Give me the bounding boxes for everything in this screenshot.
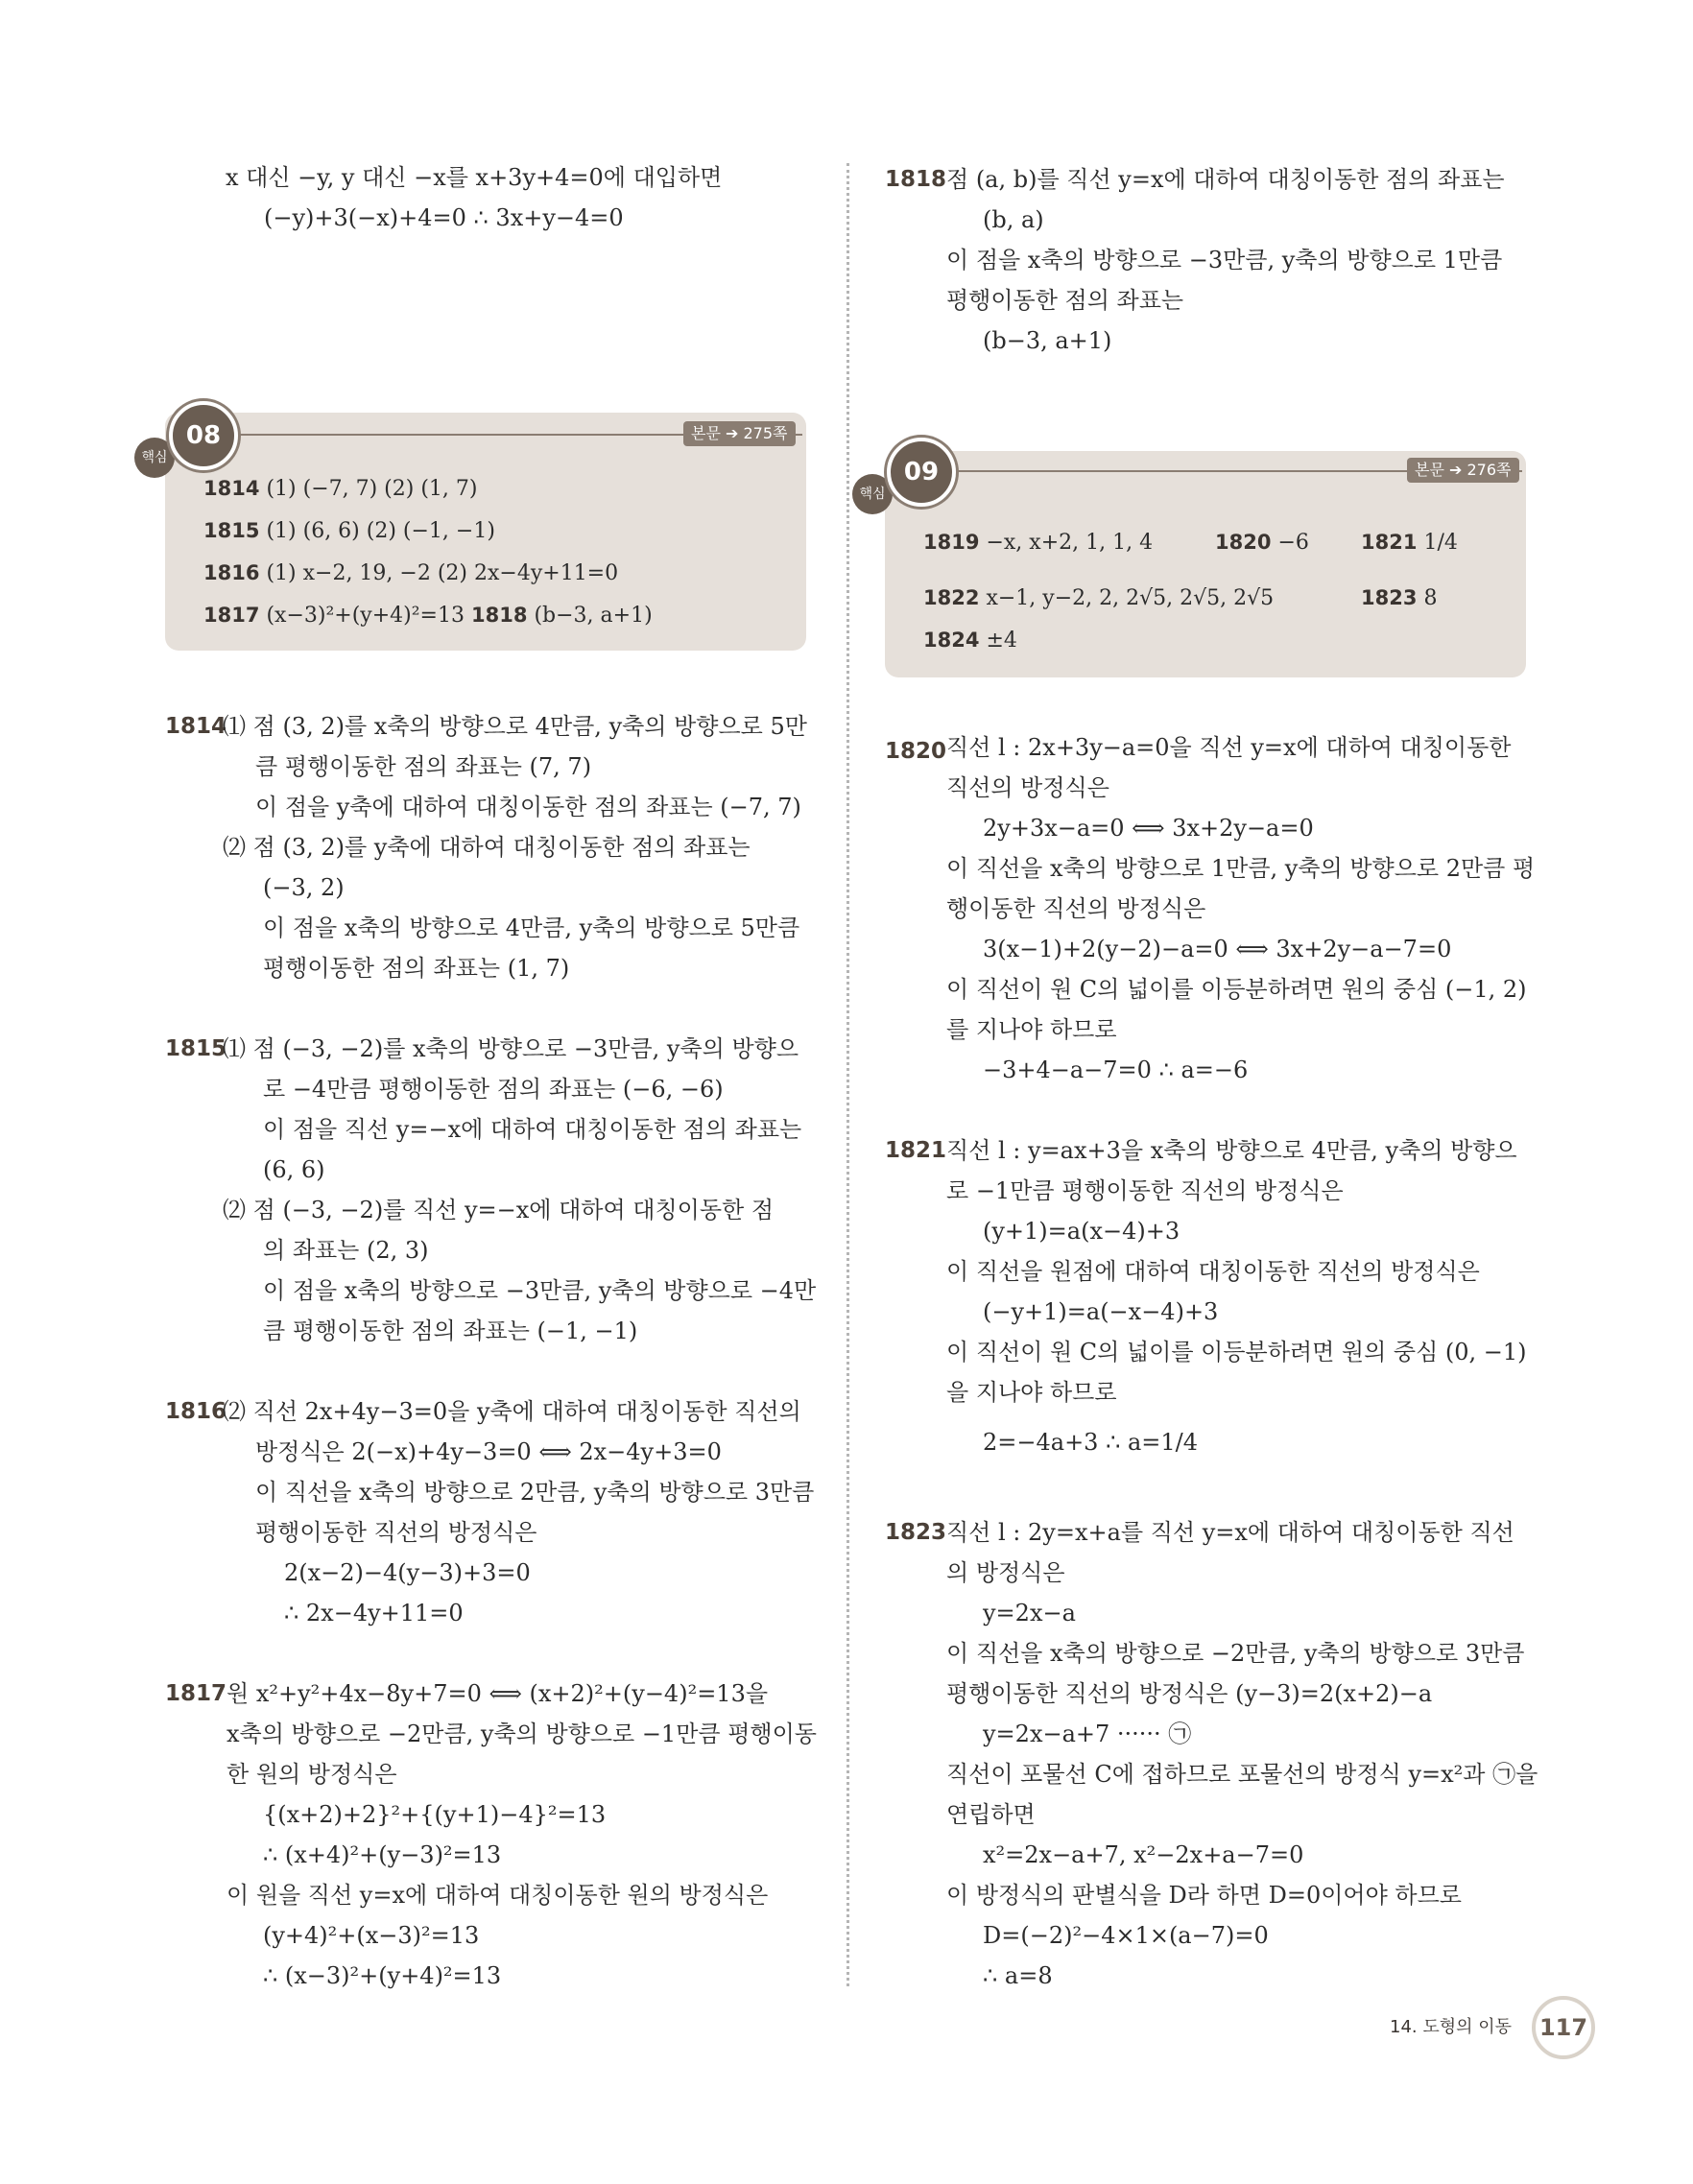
page-reference-tag: 본문 ➔ 276쪽	[1407, 458, 1519, 483]
solution-line: 를 지나야 하므로	[946, 1016, 1117, 1043]
answer-row: 1816 (1) x−2, 19, −2 (2) 2x−4y+11=0	[203, 561, 619, 585]
answer-row: 1821 1/4	[1361, 531, 1458, 555]
answer-row: 1817 (x−3)²+(y+4)²=13 1818 (b−3, a+1)	[203, 604, 653, 628]
solution-line: 이 점을 x축의 방향으로 −3만큼, y축의 방향으로 −4만	[263, 1277, 817, 1304]
solution-line: x축의 방향으로 −2만큼, y축의 방향으로 −1만큼 평행이동	[227, 1721, 817, 1747]
solution-line: ⑵ 직선 2x+4y−3=0을 y축에 대하여 대칭이동한 직선의	[223, 1398, 801, 1425]
section-number-badge: 08	[169, 401, 238, 470]
problem-number: 1820	[885, 739, 947, 764]
section-number-badge: 09	[887, 438, 956, 507]
solution-line: ∴ (x+4)²+(y−3)²=13	[263, 1841, 502, 1868]
solution-line: 직선의 방정식은	[946, 774, 1109, 801]
solution-line: 이 점을 x축의 방향으로 −3만큼, y축의 방향으로 1만큼	[946, 247, 1503, 273]
answer-row: 1815 (1) (6, 6) (2) (−1, −1)	[203, 519, 495, 543]
solution-line: 연립하면	[946, 1801, 1036, 1828]
solution-line: (b, a)	[983, 206, 1044, 233]
solution-line: 직선 l : 2y=x+a를 직선 y=x에 대하여 대칭이동한 직선	[946, 1519, 1514, 1546]
solution-line: 이 점을 y축에 대하여 대칭이동한 점의 좌표는 (−7, 7)	[255, 794, 801, 820]
solution-line: (y+4)²+(x−3)²=13	[263, 1922, 480, 1949]
problem-number: 1815	[165, 1036, 227, 1061]
solution-line: x²=2x−a+7, x²−2x+a−7=0	[983, 1841, 1304, 1868]
chapter-title: 14. 도형의 이동	[1390, 2017, 1513, 2037]
answer-row: 1814 (1) (−7, 7) (2) (1, 7)	[203, 477, 478, 501]
intro-line: (−y)+3(−x)+4=0 ∴ 3x+y−4=0	[264, 204, 624, 231]
solution-line: 이 직선이 원 C의 넓이를 이등분하려면 원의 중심 (0, −1)	[946, 1339, 1527, 1365]
solution-line: 3(x−1)+2(y−2)−a=0 ⟺ 3x+2y−a−7=0	[983, 936, 1452, 962]
solution-line: 의 좌표는 (2, 3)	[263, 1237, 429, 1264]
solution-line: (−y+1)=a(−x−4)+3	[983, 1298, 1219, 1325]
solution-line: ∴ a=8	[983, 1962, 1053, 1989]
solution-line: 2y+3x−a=0 ⟺ 3x+2y−a=0	[983, 815, 1314, 842]
solution-line: 평행이동한 직선의 방정식은	[255, 1519, 537, 1546]
solution-line: 이 직선을 x축의 방향으로 −2만큼, y축의 방향으로 3만큼	[946, 1640, 1525, 1667]
solution-line: 로 −4만큼 평행이동한 점의 좌표는 (−6, −6)	[263, 1076, 724, 1103]
solution-line: 원 x²+y²+4x−8y+7=0 ⟺ (x+2)²+(y−4)²=13을	[227, 1680, 769, 1707]
problem-number: 1814	[165, 714, 227, 739]
solution-line: 방정식은 2(−x)+4y−3=0 ⟺ 2x−4y+3=0	[255, 1438, 722, 1465]
solution-line: 의 방정식은	[946, 1559, 1065, 1586]
solution-line: 이 점을 x축의 방향으로 4만큼, y축의 방향으로 5만큼	[263, 914, 800, 941]
solution-line: ∴ 2x−4y+11=0	[284, 1600, 464, 1626]
solution-line: 2(x−2)−4(y−3)+3=0	[284, 1559, 531, 1586]
solution-line: 이 직선을 x축의 방향으로 1만큼, y축의 방향으로 2만큼 평	[946, 855, 1536, 882]
solution-line: ⑴ 점 (3, 2)를 x축의 방향으로 4만큼, y축의 방향으로 5만	[223, 713, 807, 740]
solution-line: 이 원을 직선 y=x에 대하여 대칭이동한 원의 방정식은	[227, 1882, 769, 1909]
solution-line: y=2x−a	[983, 1600, 1076, 1626]
answer-row: 1822 x−1, y−2, 2, 2√5, 2√5, 2√5	[923, 586, 1275, 610]
problem-number: 1817	[165, 1681, 227, 1706]
solution-line: (−3, 2)	[263, 874, 345, 901]
solution-line: 평행이동한 점의 좌표는 (1, 7)	[263, 955, 570, 982]
answer-row: 1824 ±4	[923, 629, 1017, 653]
solution-line: 이 직선을 원점에 대하여 대칭이동한 직선의 방정식은	[946, 1258, 1480, 1285]
solution-line: 직선 l : 2x+3y−a=0을 직선 y=x에 대하여 대칭이동한	[946, 734, 1512, 761]
solution-line: 큼 평행이동한 점의 좌표는 (−1, −1)	[263, 1318, 638, 1344]
problem-number: 1821	[885, 1138, 947, 1163]
problem-number: 1823	[885, 1520, 947, 1545]
solution-line: (y+1)=a(x−4)+3	[983, 1218, 1180, 1245]
core-badge: 핵심	[852, 474, 893, 514]
solution-line: 2=−4a+3 ∴ a=1/4	[983, 1429, 1199, 1456]
solution-line: 직선이 포물선 C에 접하므로 포물선의 방정식 y=x²과 ㉠을	[946, 1761, 1538, 1788]
solution-line: ⑴ 점 (−3, −2)를 x축의 방향으로 −3만큼, y축의 방향으	[223, 1035, 799, 1062]
intro-line: x 대신 −y, y 대신 −x를 x+3y+4=0에 대입하면	[226, 164, 723, 191]
solution-line: −3+4−a−7=0 ∴ a=−6	[983, 1056, 1249, 1083]
solution-line: 행이동한 직선의 방정식은	[946, 895, 1206, 922]
solution-line: ⑵ 점 (3, 2)를 y축에 대하여 대칭이동한 점의 좌표는	[223, 834, 751, 861]
page-reference-tag: 본문 ➔ 275쪽	[683, 421, 796, 446]
solution-line: (6, 6)	[263, 1156, 325, 1183]
solution-line: ∴ (x−3)²+(y+4)²=13	[263, 1962, 502, 1989]
solution-line: 이 방정식의 판별식을 D라 하면 D=0이어야 하므로	[946, 1882, 1462, 1909]
solution-line: D=(−2)²−4×1×(a−7)=0	[983, 1922, 1269, 1949]
solution-line: ⑵ 점 (−3, −2)를 직선 y=−x에 대하여 대칭이동한 점	[223, 1197, 775, 1223]
problem-number: 1818	[885, 167, 947, 192]
answer-row: 1823 8	[1361, 586, 1438, 610]
solution-line: 직선 l : y=ax+3을 x축의 방향으로 4만큼, y축의 방향으	[946, 1137, 1517, 1164]
solution-line: y=2x−a+7 ······ ㉠	[983, 1721, 1192, 1747]
solution-line: 한 원의 방정식은	[227, 1761, 397, 1788]
solution-line: 이 점을 직선 y=−x에 대하여 대칭이동한 점의 좌표는	[263, 1116, 802, 1143]
solution-line: 이 직선이 원 C의 넓이를 이등분하려면 원의 중심 (−1, 2)	[946, 976, 1527, 1003]
solution-line: {(x+2)+2}²+{(y+1)−4}²=13	[263, 1801, 607, 1828]
problem-number: 1816	[165, 1399, 227, 1424]
page-number: 117	[1532, 1996, 1595, 2059]
answer-row: 1819 −x, x+2, 1, 1, 4	[923, 531, 1154, 555]
solution-line: 평행이동한 직선의 방정식은 (y−3)=2(x+2)−a	[946, 1680, 1433, 1707]
solution-line: 을 지나야 하므로	[946, 1379, 1117, 1406]
solution-line: (b−3, a+1)	[983, 327, 1112, 354]
answer-row: 1820 −6	[1215, 531, 1309, 555]
core-badge: 핵심	[134, 438, 175, 478]
solution-line: 큼 평행이동한 점의 좌표는 (7, 7)	[255, 753, 592, 780]
solution-line: 점 (a, b)를 직선 y=x에 대하여 대칭이동한 점의 좌표는	[946, 166, 1505, 193]
column-divider	[846, 163, 849, 1986]
solution-line: 로 −1만큼 평행이동한 직선의 방정식은	[946, 1177, 1344, 1204]
solution-line: 이 직선을 x축의 방향으로 2만큼, y축의 방향으로 3만큼	[255, 1479, 815, 1506]
solution-line: 평행이동한 점의 좌표는	[946, 287, 1184, 314]
